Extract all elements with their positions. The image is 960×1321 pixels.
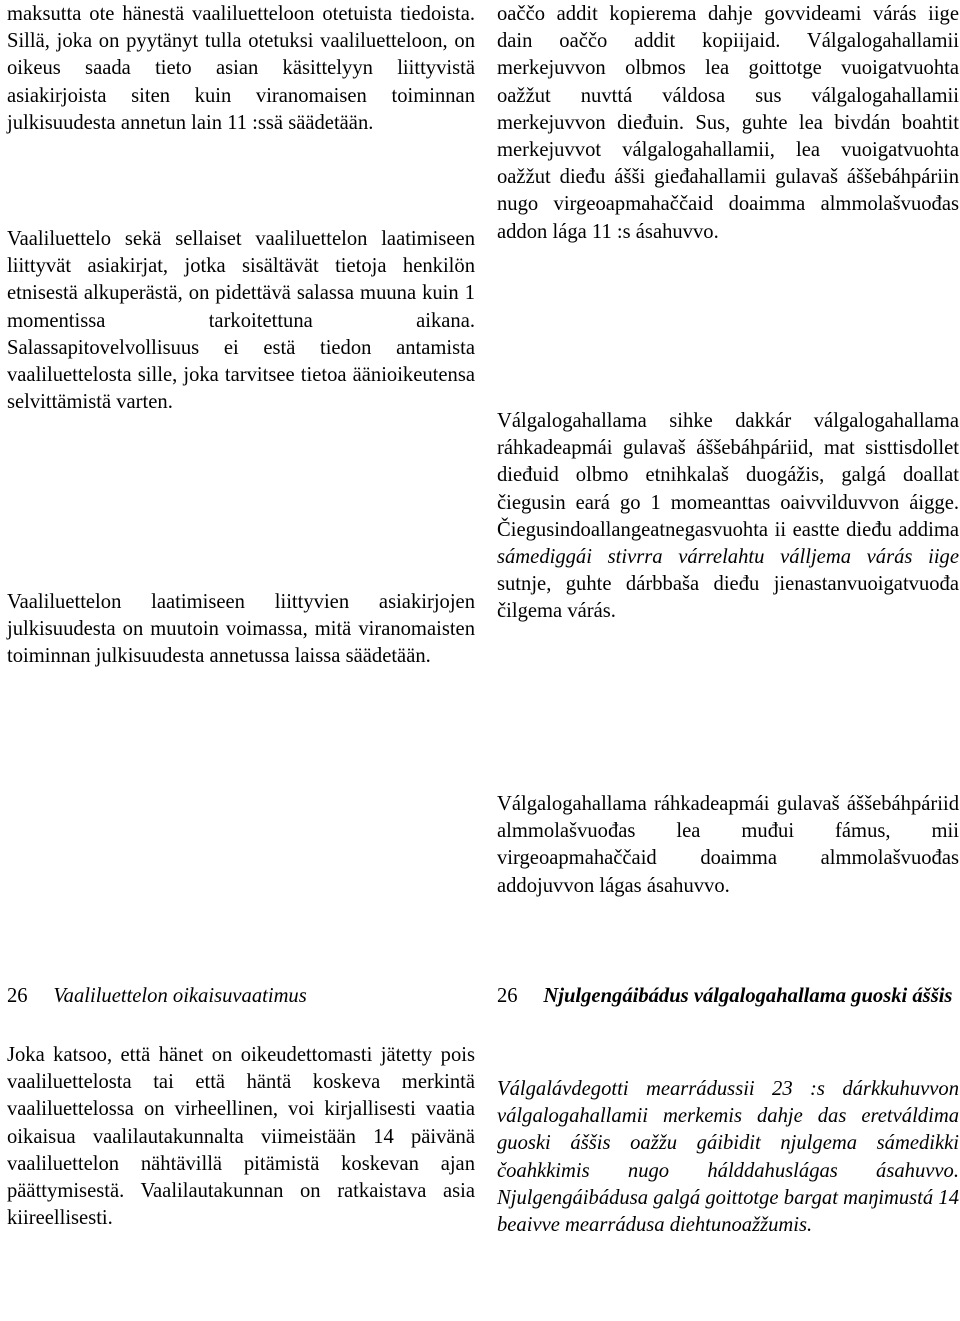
right-paragraph-3-text: Válgalogahallama ráhkadeapmái gulavaš áššebáhpáriid almmolašvuođas lea muđui fámus, mii virgeoapmahaččaid doaimma almmolašvuođas addojuvvon lágas ásahuvvo. — [497, 793, 959, 897]
right-section-heading — [497, 983, 959, 1010]
left-paragraph-2-text: Vaaliluettelo sekä sellaiset vaaliluettelon laatimiseen liittyvät asiakirjat, jotka sisältävät tietoja henkilön etnisestä alkuperästä, on pidettävä salassa muuna kuin 1 momentissa tarkoitettuna aikana. Salassapitovelvollisuus ei estä tiedon antamista vaaliluettelosta sille, joka tarvitsee tietoa äänioikeutensa selvittämistä varten. — [7, 228, 475, 414]
right-paragraph-4-text: Válgalávdegotti mearrádussii 23 :s dárkkuhuvvon válgalogahallamii merkemis dahje das eretváldima guoski áššis oažžu gáibidit njulgema sámedikki čoahkkimis nugo hálddahuslágas ásahuvvo. Njulgengáibádusa galgá goittotge bargat maŋimustá 14 beaivve mearrádusa diehtunoažžumis. — [497, 1078, 959, 1237]
left-paragraph-4 — [7, 1042, 475, 1232]
right-paragraph-2-end: sutnje, guhte dárbbaša dieđu jienastanvuoigatvuođa čilgema várás. — [497, 573, 959, 623]
left-paragraph-1-text: maksutta ote hänestä vaaliluetteloon otetuista tiedoista. Sillä, joka on pyytänyt tulla otetuksi vaaliluetteloon, on oikeus saada tieto asian käsittelyyn liittyvistä asiakirjoista siten kuin viranomaisen toiminnan julkisuudesta annetun lain 11 :ssä säädetään. — [7, 3, 475, 134]
right-paragraph-2-italic-insert: sámediggái stivrra várrelahtu válljema várás iige — [497, 546, 959, 569]
left-section-number: 26 — [7, 985, 28, 1007]
left-section-heading — [7, 983, 475, 1010]
right-paragraph-3 — [497, 791, 959, 900]
section-sign-glyph-right — [523, 985, 538, 1007]
left-paragraph-3-text: Vaaliluettelon laatimiseen liittyvien asiakirjojen julkisuudesta on muutoin voimassa, mitä viranomaisten toiminnan julkisuudesta annetussa laissa säädetään. — [7, 591, 475, 668]
left-paragraph-3 — [7, 589, 475, 671]
right-paragraph-4 — [497, 1076, 959, 1239]
right-paragraph-2-text — [497, 408, 959, 626]
right-paragraph-1 — [497, 1, 959, 246]
left-paragraph-1 — [7, 1, 475, 137]
left-section-title: Vaaliluettelon oikaisuvaatimus — [53, 985, 307, 1007]
left-paragraph-4-text: Joka katsoo, että hänet on oikeudettomasti jätetty pois vaaliluettelosta tai että häntä koskeva merkintä vaaliluettelossa on virheellinen, voi kirjallisesti vaatia oikaisua vaalilautakunnalta viimeistään 14 päivänä vaaliluettelon nähtävillä pitämistä koskevan ajan päättymisestä. Vaalilautakunnan on ratkaistava asia kiireellisesti. — [7, 1044, 475, 1230]
right-section-number: 26 — [497, 985, 518, 1007]
section-sign-glyph — [33, 985, 48, 1007]
left-paragraph-2 — [7, 226, 475, 416]
right-paragraph-2 — [497, 408, 959, 626]
right-section-title: Njulgengáibádus válgalogahallama guoski áššis — [543, 985, 953, 1007]
right-paragraph-2-start: Válgalogahallama sihke dakkár válgalogahallama ráhkadeapmái gulavaš áššebáhpáriid, mat sisttisdollet dieđuid olbmo etnihkalaš duogážis, galgá doallat čiegusin eará go 1 momeanttas oaivvilduvvon áigge. Čiegusindoallangeatnegasvuohta ii eastte dieđu addima — [497, 410, 959, 541]
right-paragraph-1-text: oaččo addit kopierema dahje govvideami várás iige dain oaččo addit kopiijaid. Válgalogahallamii merkejuvvon olbmos lea goittotge vuoigatvuohta oažžut nuvttá váldosa sus válgalogahallamii merkejuvvon dieđuin. Sus, guhte lea bivdán boahtit merkejuvvot válgalogahallamii, lea vuoigatvuohta oažžut dieđu ášši gieđahallamii gulavaš áššebáhpáriin nugo virgeoapmahaččaid doaimma almmolašvuođas addon lága 11 :s ásahuvvo. — [497, 3, 959, 243]
